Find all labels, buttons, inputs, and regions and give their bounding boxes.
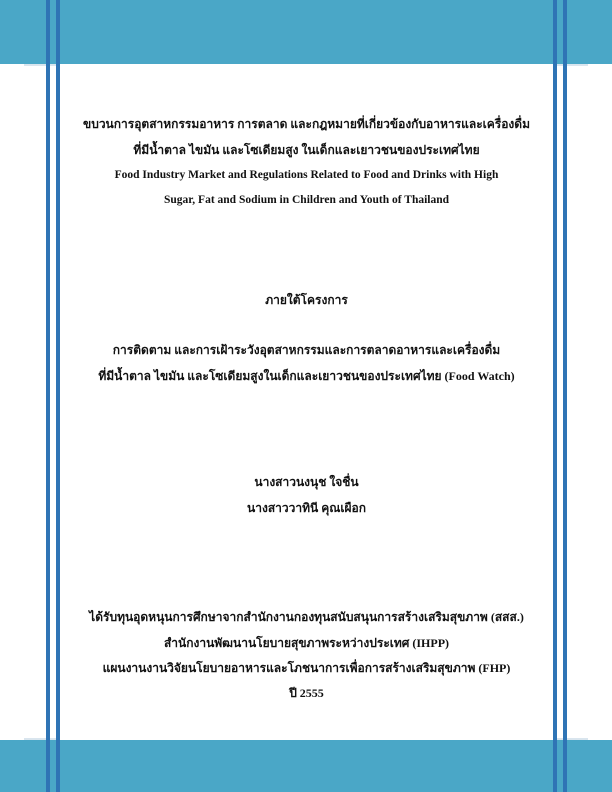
author-2: นางสาววาทินี คุณเผือก: [247, 501, 366, 515]
author-1: นางสาวนงนุช ใจชื่น: [254, 475, 359, 489]
title-thai-line-1: ขบวนการอุตสาหกรรมอาหาร การตลาด และกฎหมายที่เกี่ยวข้องกับอาหารและเครื่องดื่ม: [83, 117, 530, 131]
project-label: ภายใต้โครงการ: [265, 293, 348, 307]
cover-page: [60, 64, 553, 740]
funding-line-3: แผนงานงานวิจัยนโยบายอาหารและโภชนาการเพื่อการสร้างเสริมสุขภาพ (FHP): [102, 661, 511, 675]
right-border-bar-outer: [563, 0, 567, 792]
title-english-line-2: Sugar, Fat and Sodium in Children and Youth of Thailand: [163, 194, 450, 206]
top-color-band: [0, 0, 612, 64]
funding-line-2: สำนักงานพัฒนานโยบายสุขภาพระหว่างประเทศ (IHPP): [163, 636, 450, 650]
project-name-line-1: การติดตาม และการเฝ้าระวังอุตสาหกรรมและการตลาดอาหารและเครื่องดื่ม: [112, 343, 501, 357]
right-border-bar-inner: [553, 0, 557, 792]
funding-line-1: ได้รับทุนอุดหนุนการศึกษาจากสำนักงานกองทุนสนับสนุนการสร้างเสริมสุขภาพ (สสส.): [89, 610, 524, 624]
project-name-line-2: ที่มีน้ำตาล ไขมัน และโซเดียมสูงในเด็กและเยาวชนของประเทศไทย (Food Watch): [98, 369, 515, 383]
year: ปี 2555: [289, 686, 324, 700]
title-english-line-1: Food Industry Market and Regulations Related to Food and Drinks with High: [114, 169, 499, 181]
left-border-bar-inner: [56, 0, 60, 792]
left-border-bar-outer: [46, 0, 50, 792]
bottom-color-band: [0, 740, 612, 792]
title-thai-line-2: ที่มีน้ำตาล ไขมัน และโซเดียมสูง ในเด็กและเยาวชนของประเทศไทย: [133, 143, 480, 157]
